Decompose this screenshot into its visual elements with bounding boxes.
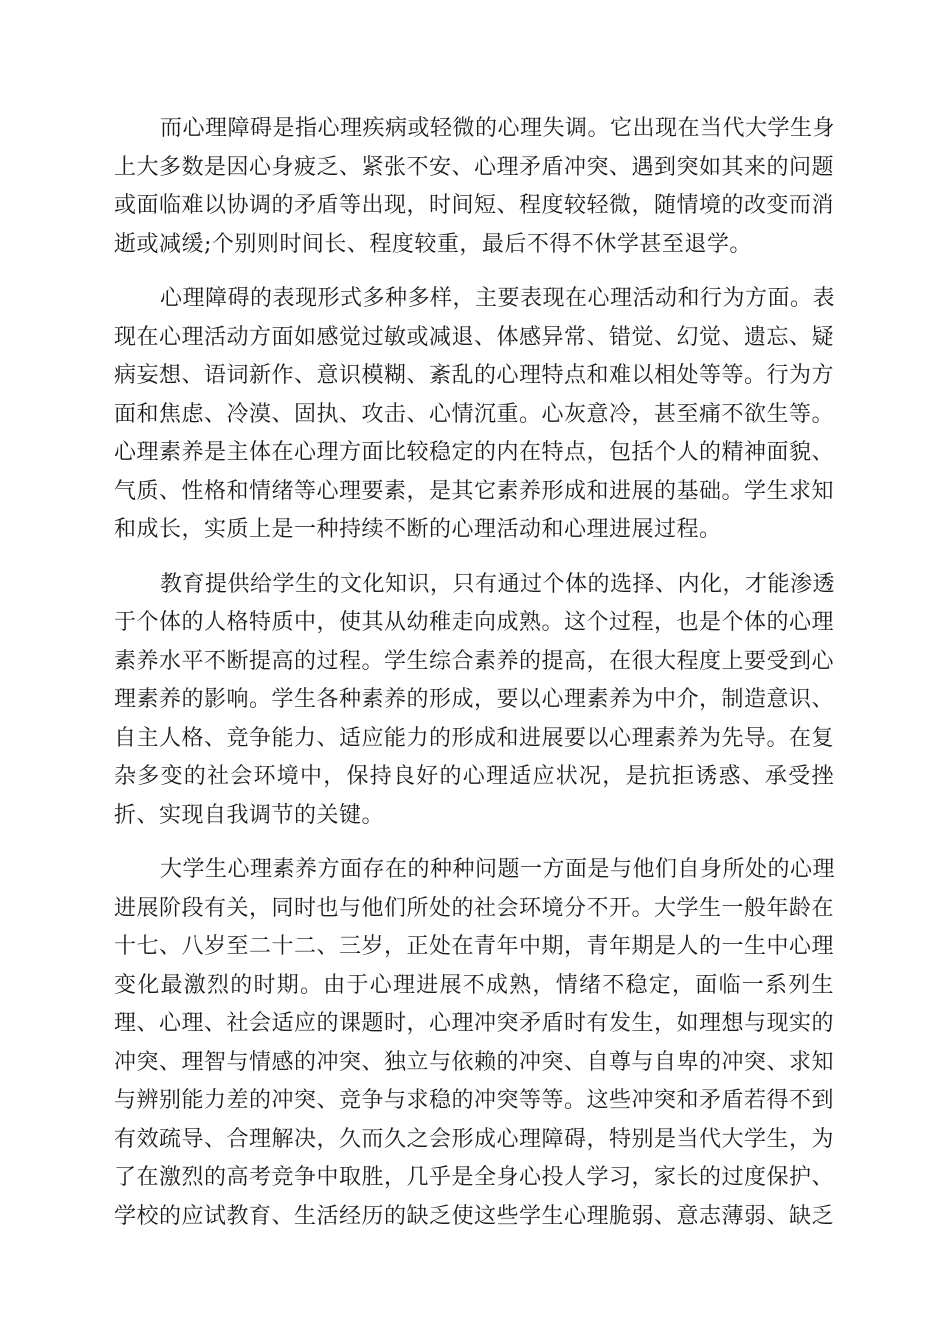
paragraph-line: 逝或减缓;个别则时间长、程度较重，最后不得不休学甚至退学。 <box>114 231 752 257</box>
paragraph-line: 十七、八岁至二十二、三岁，正处在青年中期，青年期是人的一生中心理 <box>114 934 835 959</box>
paragraph-line: 气质、性格和情绪等心理要素，是其它素养形成和进展的基础。学生求知 <box>114 478 835 504</box>
paragraph-line: 变化最激烈的时期。由于心理进展不成熟，情绪不稳定，面临一系列生 <box>114 972 834 998</box>
paragraph <box>114 566 834 836</box>
paragraph-line: 素养水平不断提高的过程。学生综合素养的提高，在很大程度上要受到心 <box>114 648 835 674</box>
paragraph-line: 大学生心理素养方面存在的种种问题一方面是与他们自身所处的心理 <box>160 857 836 882</box>
paragraph <box>114 280 834 550</box>
paragraph-line: 进展阶段有关，同时也与他们所处的社会环境分不开。大学生一般年龄在 <box>114 895 835 921</box>
document-body <box>114 110 834 1252</box>
paragraph-line: 面和焦虑、冷漠、固执、攻击、心情沉重。心灰意冷，甚至痛不欲生等。 <box>114 401 835 427</box>
paragraph-line: 冲突、理智与情感的冲突、独立与依赖的冲突、自尊与自卑的冲突、求知 <box>114 1049 835 1075</box>
paragraph-line: 自主人格、竞争能力、适应能力的形成和进展要以心理素养为先导。在复 <box>114 725 835 751</box>
paragraph-line: 上大多数是因心身疲乏、紧张不安、心理矛盾冲突、遇到突如其来的问题 <box>114 154 835 180</box>
paragraph-line: 了在激烈的高考竞争中取胜，几乎是全身心投人学习，家长的过度保护、 <box>114 1165 835 1190</box>
paragraph-line: 学校的应试教育、生活经历的缺乏使这些学生心理脆弱、意志薄弱、缺乏 <box>114 1203 835 1229</box>
paragraph-line: 理素养的影响。学生各种素养的形成，要以心理素养为中介，制造意识、 <box>114 687 835 712</box>
paragraph-line: 教育提供给学生的文化知识，只有通过个体的选择、内化，才能渗透 <box>160 571 836 597</box>
paragraph-line: 理、心理、社会适应的课题时，心理冲突矛盾时有发生，如理想与现实的 <box>114 1011 835 1036</box>
paragraph-line: 和成长，实质上是一种持续不断的心理活动和心理进展过程。 <box>114 517 722 542</box>
paragraph-line: 杂多变的社会环境中，保持良好的心理适应状况，是抗拒诱惑、承受挫 <box>114 764 834 789</box>
paragraph-line: 心理障碍的表现形式多种多样，主要表现在心理活动和行为方面。表 <box>160 286 836 311</box>
paragraph-line: 病妄想、语词新作、意识模糊、紊乱的心理特点和难以相处等等。行为方 <box>114 363 835 388</box>
paragraph-line: 于个体的人格特质中，使其从幼稚走向成熟。这个过程，也是个体的心理 <box>114 610 835 635</box>
paragraph-line: 或面临难以协调的矛盾等出现，时间短、程度较轻微，随情境的改变而消 <box>114 193 835 218</box>
paragraph-line: 心理素养是主体在心理方面比较稳定的内在特点，包括个人的精神面貌、 <box>114 440 835 465</box>
paragraph-line: 现在心理活动方面如感觉过敏或减退、体感异常、错觉、幻觉、遗忘、疑 <box>114 324 835 350</box>
paragraph-line: 与辨别能力差的冲突、竞争与求稳的冲突等等。这些冲突和矛盾若得不到 <box>114 1088 835 1113</box>
paragraph <box>114 851 834 1236</box>
paragraph-line: 有效疏导、合理解决，久而久之会形成心理障碍，特别是当代大学生，为 <box>114 1126 835 1152</box>
paragraph-line: 折、实现自我调节的关键。 <box>114 802 385 828</box>
paragraph <box>114 110 834 264</box>
paragraph-line: 而心理障碍是指心理疾病或轻微的心理失调。它出现在当代大学生身 <box>160 116 836 141</box>
